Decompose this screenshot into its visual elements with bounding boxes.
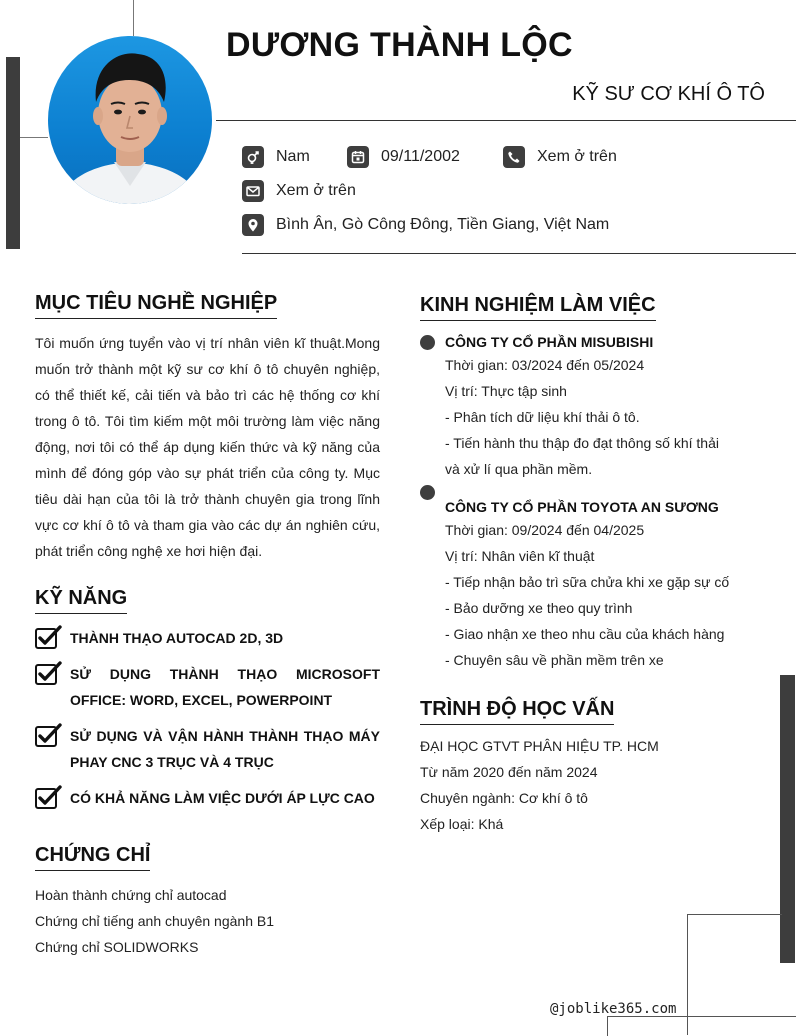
profile-photo bbox=[48, 36, 212, 204]
experience-title: KINH NGHIỆM LÀM VIỆC bbox=[420, 294, 656, 321]
job-detail-line: Vị trí: Nhân viên kĩ thuật bbox=[445, 548, 595, 564]
skill-item bbox=[35, 661, 380, 713]
info-gender bbox=[242, 146, 310, 168]
job-detail-line: - Phân tích dữ liệu khí thải ô tô. bbox=[445, 409, 640, 425]
job-detail-line: - Giao nhận xe theo nhu cầu của khách hàng bbox=[445, 626, 725, 642]
decor-line-top bbox=[133, 0, 134, 36]
objective-text: Tôi muốn ứng tuyển vào vị trí nhân viên kĩ thuật.Mong muốn trở thành một kỹ sư cơ khí ô tô chuyên nghiệp, có thể thiết kế, cải tiến và bảo trì các hệ thống cơ khí trong ô tô. Tôi tìm kiếm một môi trường làm việc năng động, nơi tôi có thể áp dụng kiến thức và kỹ năng của mình để đóng góp vào sự phát triển của công ty. Mục tiêu dài hạn của tôi là trở thành chuyên gia trong lĩnh vực cơ khí ô tô và tham gia vào các dự án nghiên cứu, phát triển công nghệ xe hơi hiện đại. bbox=[35, 335, 380, 559]
checkbox-checked-icon bbox=[35, 785, 62, 809]
job-detail-line: Thời gian: 03/2024 đến 05/2024 bbox=[445, 357, 645, 373]
email-icon bbox=[242, 180, 264, 202]
job-detail-line: - Chuyên sâu về phần mềm trên xe bbox=[445, 652, 664, 668]
job-detail-line: và xử lí qua phần mềm. bbox=[445, 461, 593, 477]
education-title: TRÌNH ĐỘ HỌC VẤN bbox=[420, 698, 614, 725]
education-line: Từ năm 2020 đến năm 2024 bbox=[420, 764, 598, 780]
job-detail-line: - Tiếp nhận bảo trì sữa chửa khi xe gặp sự cố bbox=[445, 574, 730, 590]
objective-title: MỤC TIÊU NGHỀ NGHIỆP bbox=[35, 292, 277, 319]
job-company: CÔNG TY CỔ PHẦN MISUBISHI bbox=[445, 334, 654, 350]
email-value: Xem ở trên bbox=[276, 182, 356, 199]
timeline-dot-icon bbox=[420, 485, 435, 500]
certificate-item: Chứng chỉ SOLIDWORKS bbox=[35, 939, 199, 955]
candidate-name: DƯƠNG THÀNH LỘC bbox=[226, 26, 573, 64]
skill-item bbox=[35, 723, 380, 775]
gender-icon bbox=[242, 146, 264, 168]
info-phone bbox=[503, 146, 617, 168]
objective-section-header bbox=[35, 292, 277, 319]
phone-icon bbox=[503, 146, 525, 168]
address-value: Bình Ân, Gò Công Đông, Tiền Giang, Việt Nam bbox=[276, 216, 610, 233]
skill-text: SỬ DỤNG VÀ VẬN HÀNH THÀNH THẠO MÁY PHAY CNC 3 TRỤC VÀ 4 TRỤC bbox=[70, 728, 380, 770]
decor-line-photo bbox=[20, 137, 48, 138]
certificates-section-header bbox=[35, 844, 150, 871]
skill-item bbox=[35, 785, 380, 811]
info-address bbox=[242, 214, 609, 236]
skill-text: CÓ KHẢ NĂNG LÀM VIỆC DƯỚI ÁP LỰC CAO bbox=[70, 790, 375, 806]
certificates-title: CHỨNG CHỈ bbox=[35, 844, 150, 871]
experience-section-header bbox=[420, 294, 656, 321]
job-details bbox=[445, 352, 719, 482]
education-line: Chuyên ngành: Cơ khí ô tô bbox=[420, 790, 588, 806]
decor-bar-left bbox=[6, 57, 20, 249]
job-detail-line: Thời gian: 09/2024 đến 04/2025 bbox=[445, 522, 645, 538]
skills-title: KỸ NĂNG bbox=[35, 587, 127, 614]
checkbox-checked-icon bbox=[35, 625, 62, 649]
certificate-item: Hoàn thành chứng chỉ autocad bbox=[35, 887, 227, 903]
portrait-illustration bbox=[48, 36, 212, 204]
skill-item bbox=[35, 625, 380, 651]
job-detail-line: - Tiến hành thu thập đo đạt thông số khí thải bbox=[445, 435, 719, 451]
calendar-icon bbox=[347, 146, 369, 168]
info-birthday bbox=[347, 146, 460, 168]
watermark-text: @joblike365.com bbox=[550, 1001, 677, 1017]
timeline-dot-icon bbox=[420, 335, 435, 350]
gender-value: Nam bbox=[276, 148, 310, 165]
education-line: Xếp loại: Khá bbox=[420, 816, 504, 832]
location-icon bbox=[242, 214, 264, 236]
decor-tick-bottom bbox=[607, 1016, 608, 1036]
education-section-header bbox=[420, 698, 614, 725]
checkbox-checked-icon bbox=[35, 723, 62, 747]
job-detail-line: - Bảo dưỡng xe theo quy trình bbox=[445, 600, 633, 616]
education-details bbox=[420, 733, 659, 837]
job-title: KỸ SƯ CƠ KHÍ Ô TÔ bbox=[572, 83, 765, 105]
job-company: CÔNG TY CỔ PHẦN TOYOTA AN SƯƠNG bbox=[445, 499, 719, 515]
skill-text: SỬ DỤNG THÀNH THẠO MICROSOFT OFFICE: WORD, EXCEL, POWERPOINT bbox=[70, 666, 380, 708]
info-email bbox=[242, 180, 356, 202]
birthday-value: 09/11/2002 bbox=[381, 148, 460, 165]
certificates-list bbox=[35, 882, 274, 960]
skill-text: THÀNH THẠO AUTOCAD 2D, 3D bbox=[70, 630, 284, 646]
education-line: ĐẠI HỌC GTVT PHÂN HIỆU TP. HCM bbox=[420, 738, 659, 754]
decor-bar-right bbox=[780, 675, 795, 963]
phone-value: Xem ở trên bbox=[537, 148, 617, 165]
info-divider bbox=[242, 253, 796, 254]
skills-section-header bbox=[35, 587, 127, 614]
job-details bbox=[445, 517, 729, 673]
job-detail-line: Vị trí: Thực tập sinh bbox=[445, 383, 567, 399]
header-divider bbox=[216, 120, 796, 121]
checkbox-checked-icon bbox=[35, 661, 62, 685]
certificate-item: Chứng chỉ tiếng anh chuyên ngành B1 bbox=[35, 913, 274, 929]
